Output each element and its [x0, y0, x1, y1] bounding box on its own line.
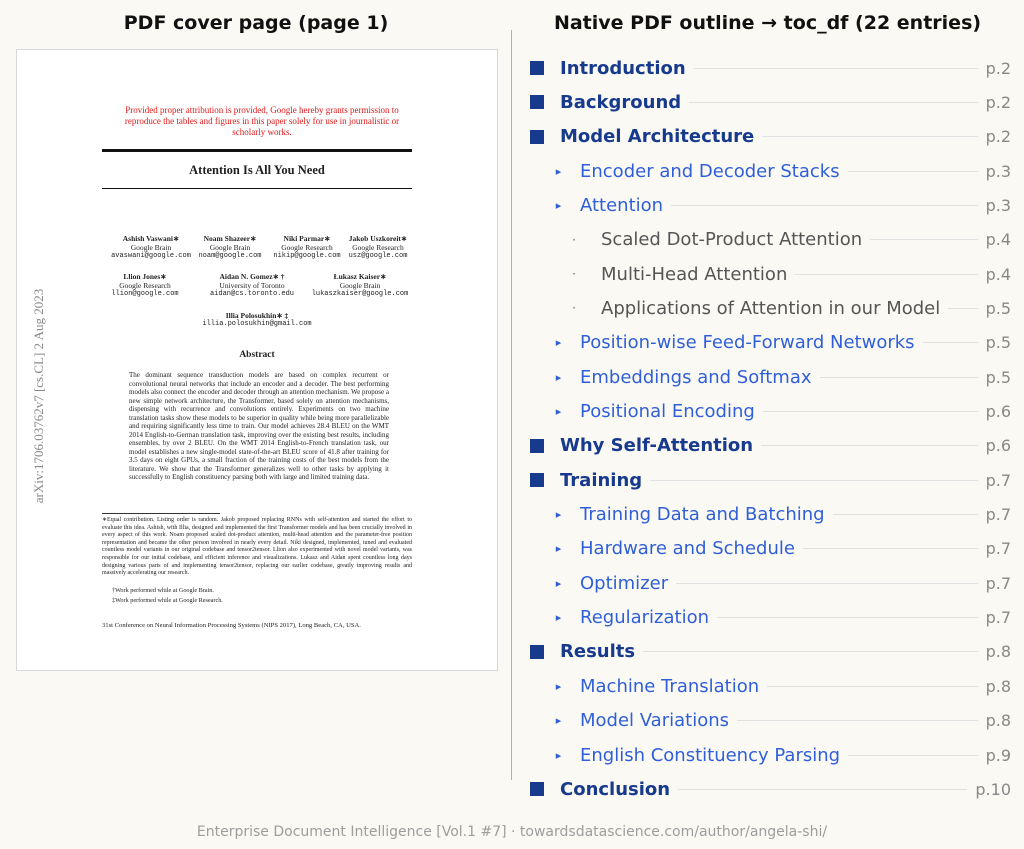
toc-entry[interactable] [515, 223, 1011, 257]
toc-leader-line [643, 651, 977, 652]
toc-entry-page: p.3 [985, 161, 1011, 181]
toc-entry[interactable] [515, 601, 1011, 635]
author-email: llion@google.com [111, 290, 179, 298]
author-name: Illia Polosukhin∗ ‡ [225, 311, 289, 320]
toc-entry[interactable] [515, 395, 1011, 429]
toc-entry-page: p.3 [985, 195, 1011, 215]
toc-entry[interactable] [515, 85, 1011, 119]
toc-entry[interactable] [515, 326, 1011, 360]
toc-entry[interactable] [515, 566, 1011, 600]
toc-leader-line [767, 686, 977, 687]
triangle-bullet-icon: ▸ [555, 714, 562, 728]
toc-entry[interactable] [515, 291, 1011, 325]
pdf-cover-page [16, 49, 498, 671]
toc-entry-title: Why Self-Attention [560, 435, 754, 457]
toc-entry-title: Scaled Dot-Product Attention [601, 229, 863, 251]
triangle-bullet-icon: ▸ [555, 405, 562, 418]
toc-entry[interactable] [515, 51, 1011, 85]
triangle-bullet-icon: ▸ [555, 611, 562, 625]
triangle-bullet-icon: ▸ [555, 542, 562, 556]
footnote-contribution: ∗Equal contribution. Listing order is random. Jakob proposed replacing RNNs with self-attention and started the effort to evaluate this idea. Ashish, with Illia, designed and implemented the first Transformer models and has been crucially involved in every aspect of this work. Noam proposed scaled dot-product attention, multi-head attention and the parameter-free position representation and became the other person involved in nearly every detail. Niki designed, implemented, tuned and evaluated countless model variants in our original codebase and tensor2tensor. Llion also experimented with novel model variants, was responsible for our initial codebase, and efficient inference and visualizations. Lukasz and Aidan spent countless long days designing various parts of and implementing tensor2tensor, replacing our earlier codebase, greatly improving results and massively accelerating our research. [102, 517, 412, 577]
toc-entry-page: p.5 [985, 333, 1011, 353]
toc-entry-page: p.6 [985, 402, 1011, 421]
toc-entry-page: p.7 [985, 608, 1011, 628]
toc-leader-line [795, 274, 977, 275]
toc-leader-line [676, 583, 977, 584]
author-name: Jakob Uszkoreit∗ [348, 234, 408, 243]
author-name: Llion Jones∗ [123, 272, 167, 281]
toc-entry[interactable] [515, 532, 1011, 566]
footer-credit: Enterprise Document Intelligence [Vol.1 #7] · towardsdatascience.com/author/angela-shi/ [196, 824, 828, 840]
author-affiliation: Google Research [281, 243, 333, 252]
footnote-rule [102, 513, 220, 514]
toc-entry[interactable] [515, 429, 1011, 463]
toc-entry-title: Background [560, 91, 682, 113]
title-rule-bottom [102, 188, 412, 189]
author-affiliation: Google Research [352, 243, 404, 252]
toc-entry[interactable] [515, 772, 1011, 806]
toc-leader-line [678, 789, 967, 790]
author-name: Niki Parmar∗ [283, 234, 331, 243]
conference-note: 31st Conference on Neural Information Processing Systems (NIPS 2017), Long Beach, CA, USA. [102, 622, 361, 629]
triangle-bullet-icon: ▸ [555, 576, 562, 590]
toc-entry-title: Positional Encoding [580, 401, 755, 422]
toc-entry-title: Results [560, 641, 636, 663]
author-email: noam@google.com [198, 252, 262, 260]
toc-entry-title: Multi-Head Attention [601, 263, 788, 285]
toc-leader-line [833, 514, 978, 515]
toc-entry[interactable] [515, 120, 1011, 154]
toc-leader-line [762, 136, 977, 137]
pdf-panel-heading: PDF cover page (page 1) [123, 12, 389, 34]
toc-entry[interactable] [515, 669, 1011, 703]
toc-leader-line [737, 720, 978, 721]
author-block [192, 234, 268, 261]
toc-entry[interactable] [515, 704, 1011, 738]
author-email: nikip@google.com [273, 252, 341, 260]
author-block [105, 272, 185, 299]
toc-entry-title: Model Architecture [560, 126, 755, 148]
author-name: Aidan N. Gomez∗ † [219, 272, 285, 281]
toc-leader-line [650, 480, 977, 481]
toc-leader-line [820, 377, 978, 378]
toc-entry-page: p.2 [985, 127, 1011, 147]
square-bullet-icon [530, 439, 544, 453]
toc-leader-line [717, 617, 978, 618]
toc-leader-line [803, 548, 978, 549]
paper-title: Attention Is All You Need [189, 163, 325, 177]
toc-entry-title: Training Data and Batching [580, 504, 825, 526]
author-affiliation: University of Toronto [219, 281, 285, 290]
author-email: usz@google.com [348, 252, 408, 260]
triangle-bullet-icon: ▸ [555, 164, 562, 178]
toc-entry-page: p.7 [985, 505, 1011, 525]
author-block [305, 272, 415, 299]
toc-entry-title: Encoder and Decoder Stacks [580, 160, 840, 182]
author-block [343, 234, 413, 261]
dot-bullet-icon: · [572, 301, 576, 316]
toc-entry[interactable] [515, 188, 1011, 222]
toc-leader-line [870, 239, 977, 240]
toc-entry-title: Training [560, 469, 643, 491]
toc-entry-page: p.2 [985, 58, 1011, 78]
toc-leader-line [694, 68, 978, 69]
arxiv-stamp: arXiv:1706.03762v7 [cs.CL] 2 Aug 2023 [31, 288, 46, 504]
author-name: Noam Shazeer∗ [203, 234, 257, 243]
toc-entry-title: Hardware and Schedule [580, 538, 795, 560]
toc-entry-title: Regularization [580, 607, 709, 629]
toc-entry-title: Machine Translation [580, 675, 760, 697]
toc-entry[interactable] [515, 257, 1011, 291]
author-block [269, 234, 345, 261]
toc-entry-title: Position-wise Feed-Forward Networks [580, 332, 915, 354]
toc-entry[interactable] [515, 498, 1011, 532]
toc-entry-page: p.10 [975, 779, 1011, 799]
toc-entry-page: p.8 [985, 642, 1011, 662]
toc-entry-page: p.4 [985, 264, 1011, 284]
toc-leader-line [689, 102, 977, 103]
toc-entry[interactable] [515, 154, 1011, 188]
toc-entry[interactable] [515, 463, 1011, 497]
author-block [197, 311, 317, 329]
toc-entry-page: p.6 [985, 436, 1011, 456]
toc-entry-page: p.2 [985, 92, 1011, 112]
toc-entry-page: p.7 [985, 573, 1011, 593]
author-affiliation: Google Brain [130, 243, 172, 252]
toc-entry-page: p.8 [985, 711, 1011, 731]
triangle-bullet-icon: ▸ [555, 336, 562, 350]
toc-leader-line [848, 171, 978, 172]
author-email: lukaszkaiser@google.com [311, 290, 409, 298]
outline-panel-heading: Native PDF outline → toc_df (22 entries) [553, 12, 982, 34]
author-name: Łukasz Kaiser∗ [333, 272, 387, 281]
toc-entry-page: p.5 [985, 367, 1011, 387]
author-affiliation: Google Research [119, 281, 171, 290]
footnote-research: ‡Work performed while at Google Research. [112, 597, 223, 604]
footnote-brain: †Work performed while at Google Brain. [112, 587, 214, 594]
toc-leader-line [948, 308, 977, 309]
triangle-bullet-icon: ▸ [555, 748, 562, 762]
square-bullet-icon [530, 130, 544, 144]
toc-entry[interactable] [515, 635, 1011, 669]
square-bullet-icon [530, 782, 544, 796]
toc-entry-page: p.4 [985, 230, 1011, 250]
toc-entry-page: p.7 [985, 539, 1011, 559]
toc-leader-line [761, 445, 977, 446]
triangle-bullet-icon: ▸ [555, 370, 562, 384]
toc-entry-title: English Constituency Parsing [580, 744, 841, 766]
author-email: avaswani@google.com [111, 252, 191, 260]
toc-leader-line [848, 755, 978, 756]
toc-entry-title: Conclusion [560, 778, 671, 800]
square-bullet-icon [530, 473, 544, 487]
toc-entry-page: p.8 [985, 676, 1011, 696]
author-email: aidan@cs.toronto.edu [209, 290, 294, 298]
toc-entry-page: p.5 [985, 298, 1011, 318]
toc-leader-line [923, 342, 978, 343]
toc-entry-title: Introduction [560, 57, 686, 79]
triangle-bullet-icon: ▸ [555, 508, 562, 522]
toc-entry[interactable] [515, 360, 1011, 394]
author-affiliation: Google Brain [209, 243, 251, 252]
square-bullet-icon [530, 95, 544, 109]
toc-entry-title: Attention [580, 194, 664, 216]
author-affiliation: Google Brain [339, 281, 381, 290]
square-bullet-icon [530, 61, 544, 75]
author-block [111, 234, 191, 261]
dot-bullet-icon: · [572, 267, 576, 282]
toc-leader-line [671, 205, 978, 206]
toc-entry-title: Applications of Attention in our Model [601, 297, 941, 319]
toc-entry-title: Optimizer [580, 572, 669, 594]
author-email: illia.polosukhin@gmail.com [202, 320, 312, 328]
toc-entry-page: p.9 [985, 745, 1011, 765]
abstract-heading: Abstract [239, 350, 275, 360]
toc-entry-title: Model Variations [580, 710, 730, 732]
triangle-bullet-icon: ▸ [555, 198, 562, 212]
toc-entry[interactable] [515, 738, 1011, 772]
square-bullet-icon [530, 645, 544, 659]
author-block [197, 272, 307, 299]
toc-entry-title: Embeddings and Softmax [580, 366, 812, 388]
toc-leader-line [763, 411, 978, 412]
author-name: Ashish Vaswani∗ [122, 234, 180, 243]
toc-entry-page: p.7 [985, 470, 1011, 490]
panel-divider [511, 30, 512, 780]
title-rule-top [102, 149, 412, 152]
attribution-notice: Provided proper attribution is provided, Google hereby grants permission to reproduce the tables and figures in this paper solely for use in journalistic or scholarly works. [124, 105, 400, 137]
dot-bullet-icon: · [572, 232, 576, 247]
abstract-text: The dominant sequence transduction models are based on complex recurrent or convolutional neural networks that include an encoder and a decoder. The best performing models also connect the encoder and decoder through an attention mechanism. We propose a new simple network architecture, the Transformer, based solely on attention mechanisms, dispensing with recurrence and convolutions entirely. Experiments on two machine translation tasks show these models to be superior in quality while being more parallelizable and requiring significantly less time to train. Our model achieves 28.4 BLEU on the WMT 2014 English-to-German translation task, improving over the existing best results, including ensembles, by over 2 BLEU. On the WMT 2014 English-to-French translation task, our model establishes a new single-model state-of-the-art BLEU score of 41.8 after training for 3.5 days on eight GPUs, a small fraction of the training costs of the best models from the literature. We show that the Transformer generalizes well to other tasks by applying it successfully to English constituency parsing both with large and limited training data. [129, 371, 389, 481]
triangle-bullet-icon: ▸ [555, 679, 562, 693]
